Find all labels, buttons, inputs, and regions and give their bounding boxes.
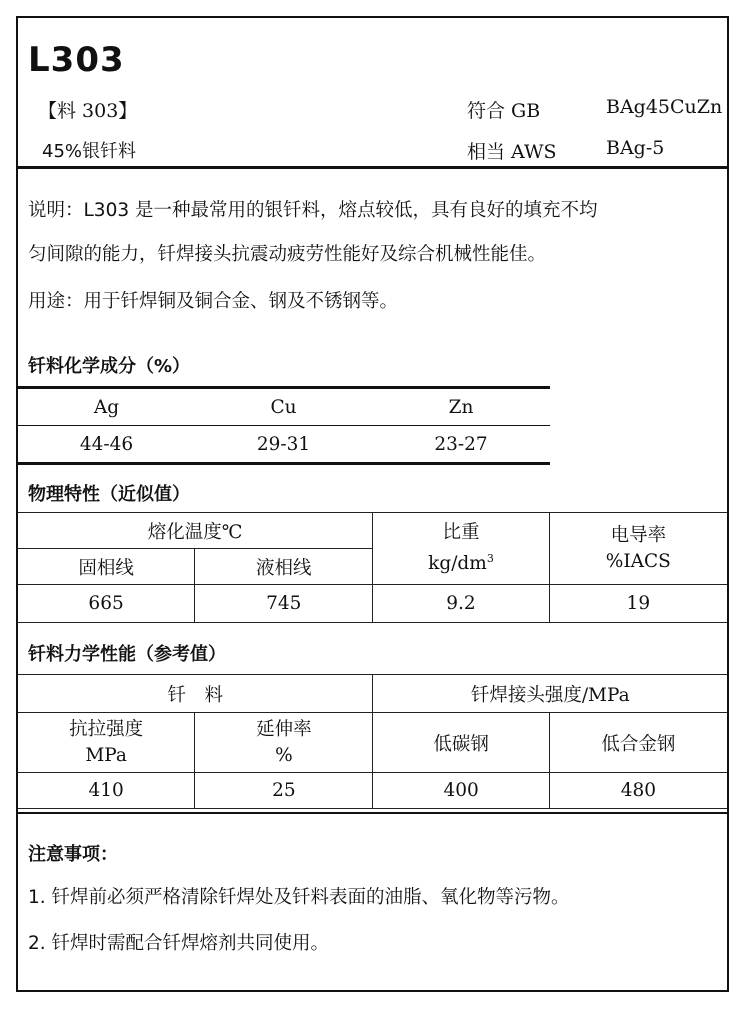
elongation-unit: %: [275, 744, 293, 766]
mechanical-heading: 钎料力学性能（参考值）: [28, 644, 226, 665]
physical-heading: 物理特性（近似值）: [28, 484, 190, 505]
conductivity-value: 19: [549, 585, 727, 623]
product-sheet: [16, 16, 729, 992]
product-title: L303: [28, 40, 125, 80]
density-unit-sup: 3: [486, 551, 494, 565]
density-unit-text: kg/dm: [428, 553, 487, 575]
joint-strength-label: 钎焊接头强度/MPa: [373, 675, 727, 713]
low-alloy-steel-value: 480: [549, 773, 727, 809]
composition-header-cu: Cu: [270, 396, 297, 418]
aws-value: BAg-5: [606, 137, 665, 159]
description-line-2: 匀间隙的能力，钎焊接头抗震动疲劳性能好及综合机械性能佳。: [28, 244, 547, 265]
physical-table: [18, 512, 727, 623]
composition-header-zn: Zn: [448, 396, 474, 418]
low-carbon-steel-label: 低碳钢: [373, 713, 549, 773]
solidus-value: 665: [18, 585, 195, 623]
product-desc: 45%银钎料: [42, 141, 137, 162]
conductivity-label: 电导率: [610, 524, 667, 546]
product-code: 【料 303】: [38, 100, 138, 122]
density-unit: [373, 546, 548, 577]
composition-value-cu: 29-31: [256, 433, 311, 455]
solidus-label: 固相线: [18, 549, 195, 585]
tensile-unit: MPa: [85, 744, 127, 766]
description-line-1: 说明：L303 是一种最常用的银钎料，熔点较低，具有良好的填充不均: [28, 200, 598, 221]
composition-header-ag: Ag: [93, 396, 120, 418]
tensile-value: 410: [18, 773, 195, 809]
density-header: [373, 513, 549, 585]
melt-temp-label: 熔化温度℃: [18, 513, 373, 549]
gb-value: BAg45CuZn: [606, 96, 723, 118]
composition-table: [18, 386, 550, 465]
filler-label: 钎 料: [18, 675, 373, 713]
composition-heading: 钎料化学成分（%）: [28, 356, 191, 377]
gb-label: 符合 GB: [467, 100, 541, 122]
aws-label: 相当 AWS: [467, 141, 557, 163]
header-divider: [18, 166, 727, 169]
tensile-label: 抗拉强度: [69, 718, 144, 740]
density-label: 比重: [442, 521, 480, 543]
low-alloy-steel-label: 低合金钢: [549, 713, 727, 773]
elongation-value: 25: [195, 773, 373, 809]
composition-value-zn: 23-27: [434, 433, 488, 455]
low-carbon-steel-value: 400: [373, 773, 549, 809]
liquidus-value: 745: [195, 585, 373, 623]
usage-text: 用途：用于钎焊铜及铜合金、钢及不锈钢等。: [28, 291, 399, 312]
conductivity-unit: %IACS: [605, 550, 671, 572]
note-item-2: 2. 钎焊时需配合钎焊熔剂共同使用。: [28, 933, 330, 954]
conductivity-header: [549, 513, 727, 585]
elongation-label: 延伸率: [256, 718, 312, 740]
notes-heading: 注意事项：: [28, 844, 118, 865]
density-value: 9.2: [373, 585, 549, 623]
liquidus-label: 液相线: [195, 549, 373, 585]
tensile-header: [18, 713, 195, 773]
mechanical-table: [18, 674, 727, 809]
composition-value-ag: 44-46: [79, 433, 134, 455]
elongation-header: [195, 713, 373, 773]
note-item-1: 1. 钎焊前必须严格清除钎焊处及钎料表面的油脂、氧化物等污物。: [28, 887, 570, 908]
notes-divider: [18, 812, 727, 814]
